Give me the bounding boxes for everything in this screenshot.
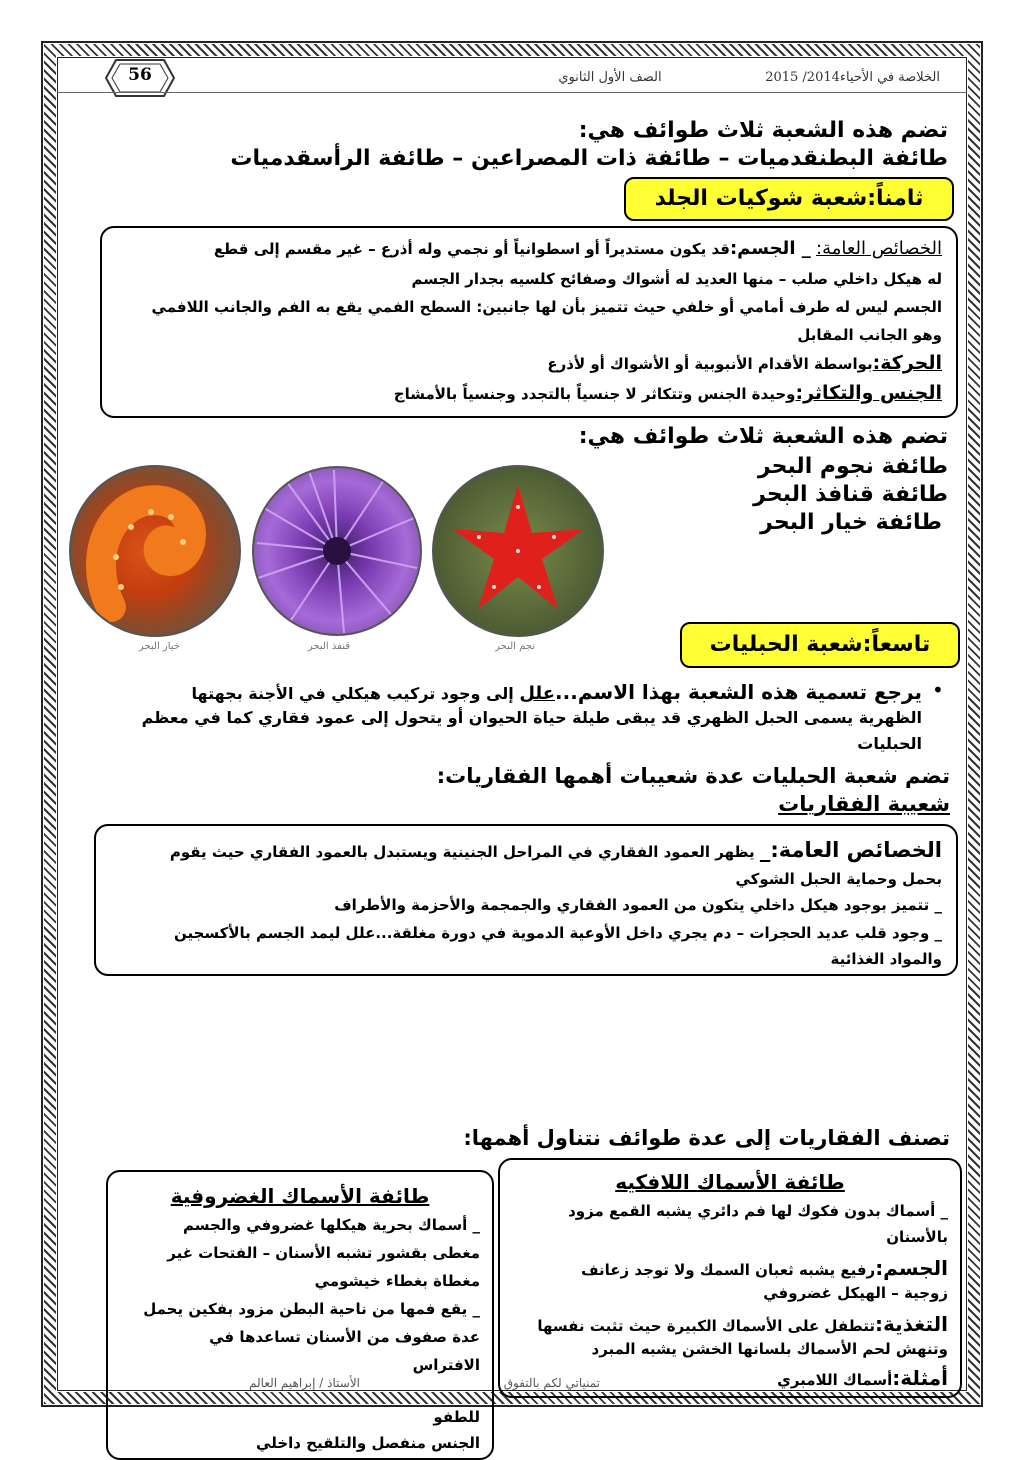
cart-line8: الجنس منفصل والتلقيح داخلي — [256, 1434, 480, 1452]
movement-text: بواسطة الأقدام الأنبوبية أو الأشواك أو لأذرع — [547, 355, 873, 373]
vert-line1-text: يظهر العمود الفقاري في المراحل الجنينية ويستبدل بالعمود الفقاري حيث يقوم — [169, 843, 760, 861]
jawless-feed — [508, 1312, 948, 1336]
jawless-example-label: أمثلة: — [892, 1366, 948, 1390]
jawless-feed-text: تتطفل على الأسماك الكبيرة حيث تثبت نفسها — [537, 1317, 875, 1335]
section-classes: طائفة البطنقدميات – طائفة ذات المصراعين – طائفة الرأسقدميات — [230, 146, 948, 171]
jawless-body-text: رفيع يشبه ثعبان السمك ولا توجد زعانف — [581, 1261, 876, 1279]
body-text: قد يكون مستديراً أو اسطوانياً أو نجمي وله أذرع – غير مقسم إلى قطع — [213, 240, 730, 258]
cart-line6: الافتراس — [412, 1356, 480, 1374]
footer-teacher: الأستاذ / إبراهيم العالم — [249, 1376, 360, 1390]
vert-line2: بحمل وحماية الحبل الشوكي — [735, 870, 942, 888]
bullet-line3: الحبليات — [857, 734, 922, 753]
echinoderm-classes-intro: تضم هذه الشعبة ثلاث طوائف هي: — [578, 424, 948, 449]
repro-label: الجنس والتكاثر: — [795, 382, 942, 404]
echinoderms-line4: وهو الجانب المقابل — [797, 326, 942, 344]
vert-general-label: الخصائص العامة:_ — [759, 838, 942, 862]
header-grade: الصف الأول الثانوي — [558, 70, 662, 85]
header-title-year: الخلاصة في الأحياء2014/ 2015 — [765, 70, 940, 85]
classify-intro: تصنف الفقاريات إلى عدة طوائف نتناول أهمها: — [463, 1126, 950, 1150]
bullet-reason: علل — [519, 683, 556, 704]
movement-label: الحركة: — [872, 352, 942, 374]
jawless-title: طائفة الأسماك اللافكيه — [615, 1170, 845, 1194]
subphyla-intro: تضم شعبة الحبليات عدة شعيبات أهمها الفقاريات: — [436, 764, 950, 788]
bullet-bold: يرجع تسمية هذه الشعبة بهذا الاسم... — [555, 680, 922, 704]
bullet-line1 — [100, 680, 922, 704]
vertebrates-box — [94, 824, 958, 976]
bullet-rest: إلى وجود تركيب هيكلي في الأجنة بجهتها — [191, 684, 520, 703]
cart-line1: _ أسماك بحرية هيكلها غضروفي والجسم — [183, 1216, 480, 1234]
jawless-body — [508, 1256, 948, 1280]
bullet-line2: الظهرية يسمى الحبل الظهري قد يبقى طيلة حياة الحيوان أو يتحول إلى عمود فقاري كما في معظم — [141, 708, 922, 727]
movement-line — [112, 352, 942, 374]
jawless-example-text: أسماك اللامبري — [777, 1371, 893, 1389]
footer-wish: تمنياتي لكم بالتفوق — [503, 1376, 600, 1390]
echinoderms-body-line — [112, 238, 942, 259]
sea-urchin-image — [252, 466, 422, 636]
cart-line3: مغطاة بغطاء خيشومي — [314, 1272, 480, 1290]
vert-line3: _ تتميز بوجود هيكل داخلي يتكون من العمود الفقاري والجمجمة والأحزمة والأطراف — [334, 896, 942, 914]
echinoderms-line3: الجسم ليس له طرف أمامي أو خلفي حيث تتميز بأن لها جانبين: السطح الفمي يقع به الفم والجانب اللافمي — [151, 298, 942, 316]
bullet-dot: • — [932, 678, 944, 702]
body-label: _ الجسم: — [729, 238, 811, 259]
class-starfish: طائفة نجوم البحر — [757, 454, 948, 479]
jawless-box — [498, 1158, 962, 1398]
page-number: 56 — [128, 65, 152, 85]
echinoderms-title: ثامناً:شعبة شوكيات الجلد — [624, 177, 954, 221]
sea-cucumber-image — [69, 465, 241, 637]
jawless-line4: زوجية – الهيكل غضروفي — [763, 1284, 948, 1302]
jawless-line2: بالأسنان — [886, 1228, 948, 1246]
vertebrates-heading: شعيبة الفقاريات — [778, 792, 950, 816]
chordates-title: تاسعاً:شعبة الحبليات — [680, 622, 960, 668]
cart-line2: مغطى بقشور تشبه الأسنان – الفتحات غير — [167, 1244, 480, 1262]
jawless-line1: _ أسماك بدون فكوك لها فم دائري يشبه القمع مزود — [568, 1202, 948, 1220]
class-urchin: طائفة قنافذ البحر — [753, 482, 948, 507]
caption-urchin: قنفذ البحر — [307, 641, 350, 652]
cartilaginous-box — [106, 1170, 494, 1460]
cart-line4: _ يقع فمها من ناحية البطن مزود بفكين يحمل — [143, 1300, 480, 1318]
header-rule — [57, 92, 967, 93]
caption-starfish: نجم البحر — [495, 641, 535, 652]
cart-line7: للطفو — [433, 1408, 480, 1426]
jawless-line6: وتنهش لحم الأسماك بلسانها الخشن يشبه المبرد — [591, 1340, 948, 1358]
vert-line4: _ وجود قلب عديد الحجرات – دم يجري داخل الأوعية الدموية في دورة مغلقة...علل ليمد الجسم بالأكسجين — [173, 924, 942, 942]
echinoderms-line2: له هيكل داخلي صلب – منها العديد له أشواك وصفائح كلسيه بجدار الجسم — [411, 270, 942, 288]
repro-line — [112, 382, 942, 404]
vert-line1 — [106, 838, 942, 862]
cartilaginous-title: طائفة الأسماك الغضروفية — [170, 1184, 430, 1208]
repro-text: وحيدة الجنس وتتكاثر لا جنسياً بالتجدد وجنسياً بالأمشاج — [393, 385, 796, 403]
jawless-body-label: الجسم: — [875, 1256, 948, 1280]
vert-line5: والمواد الغذائية — [830, 950, 942, 968]
class-cucumber: طائفة خيار البحر — [760, 510, 942, 535]
general-label: الخصائص العامة: — [816, 238, 942, 259]
section-intro: تضم هذه الشعبة ثلاث طوائف هي: — [578, 118, 948, 143]
starfish-image — [432, 465, 604, 637]
jawless-feed-label: التغذية: — [874, 1312, 948, 1336]
cart-line5: عدة صفوف من الأسنان تساعدها في — [209, 1328, 480, 1346]
caption-cucumber: خيار البحر — [138, 641, 180, 652]
echinoderms-box — [100, 226, 958, 418]
